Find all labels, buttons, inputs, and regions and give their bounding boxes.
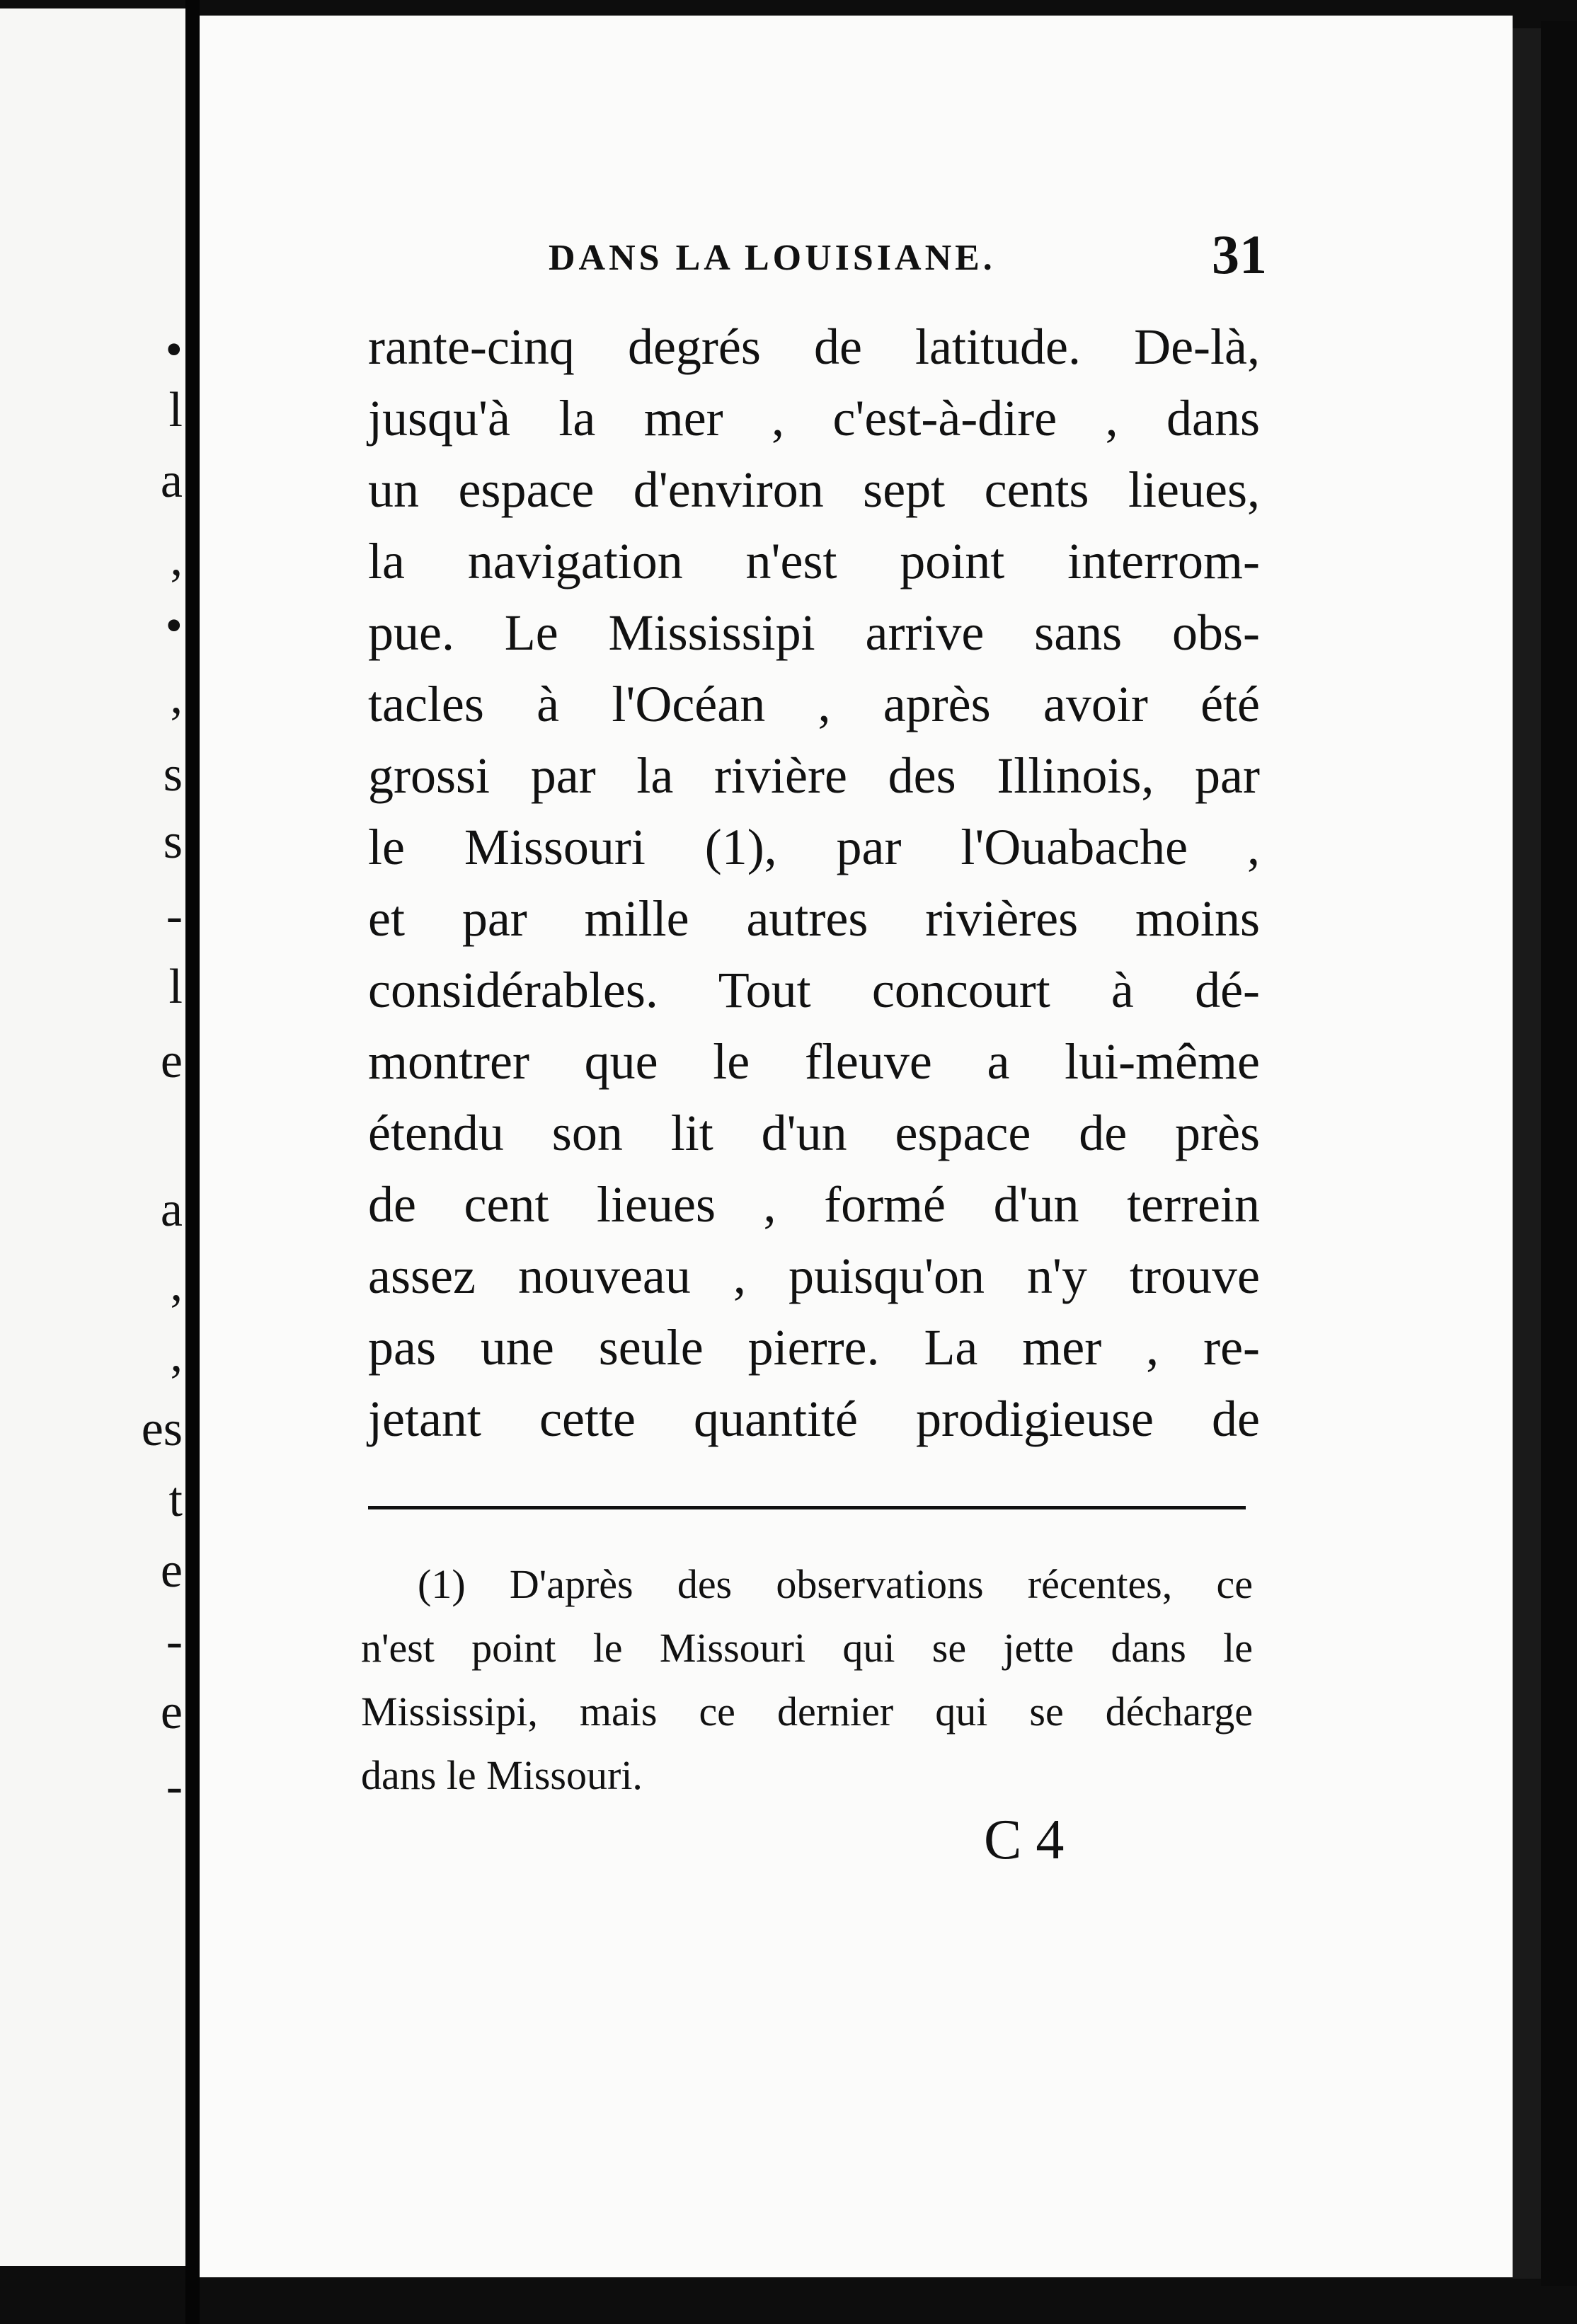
left-page-fragment: t	[168, 1473, 183, 1527]
page-edge-dark	[1541, 21, 1577, 2286]
footnote-line: Mississipi, mais ce dernier qui se décharge	[361, 1689, 1253, 1735]
body-line: étendu son lit d'un espace de près	[368, 1105, 1260, 1161]
body-line: pas une seule pierre. La mer , re-	[368, 1319, 1260, 1376]
body-line: la navigation n'est point interrom-	[368, 533, 1260, 589]
body-line: et par mille autres rivières moins	[368, 890, 1260, 947]
body-line: un espace d'environ sept cents lieues,	[368, 461, 1260, 518]
body-line: rante-cinq degrés de latitude. De-là,	[368, 318, 1260, 375]
footnote-line: n'est point le Missouri qui se jette dans le	[361, 1625, 1253, 1671]
body-line: montrer que le fleuve a lui-même	[368, 1033, 1260, 1090]
left-page-fragment: -	[166, 889, 183, 943]
footnote-line: (1) D'après des observations récentes, ce	[418, 1561, 1253, 1607]
left-page-fragment: e	[160, 1034, 183, 1088]
body-line: pue. Le Mississipi arrive sans obs-	[368, 604, 1260, 661]
body-line: de cent lieues , formé d'un terrein	[368, 1176, 1260, 1233]
running-head: DANS LA LOUISIANE.	[549, 238, 996, 278]
left-page-fragment: a	[160, 1183, 183, 1237]
footnote-line: dans le Missouri.	[361, 1752, 643, 1798]
signature-mark: C 4	[984, 1809, 1065, 1871]
left-page-fragment: -	[166, 1759, 183, 1814]
left-page-fragment: •	[165, 323, 183, 377]
body-line: considérables. Tout concourt à dé-	[368, 962, 1260, 1018]
left-page-fragment: es	[141, 1402, 183, 1456]
left-page-fragment: ,	[170, 669, 183, 724]
left-page-text-fragments	[0, 8, 185, 2266]
footnote	[361, 1553, 1253, 1807]
body-line: jetant cette quantité prodigieuse de	[368, 1391, 1260, 1447]
left-facing-page	[0, 8, 185, 2266]
footnote-rule	[368, 1506, 1246, 1509]
left-page-fragment: l	[168, 383, 183, 437]
body-line: assez nouveau , puisqu'on n'y trouve	[368, 1248, 1260, 1304]
body-text	[368, 311, 1260, 1455]
body-line: jusqu'à la mer , c'est-à-dire , dans	[368, 390, 1260, 447]
left-page-fragment: l	[168, 960, 183, 1014]
body-line: tacles à l'Océan , après avoir été	[368, 676, 1260, 732]
left-page-fragment: a	[160, 454, 183, 508]
page-edge-shadow	[1513, 28, 1541, 2279]
left-page-fragment: ,	[170, 531, 183, 586]
left-page-fragment: ,	[170, 1328, 183, 1382]
left-page-fragment: -	[166, 1614, 183, 1669]
left-page-fragment: e	[160, 1685, 183, 1739]
left-page-fragment: s	[163, 815, 183, 869]
body-line: le Missouri (1), par l'Ouabache ,	[368, 819, 1260, 875]
left-page-fragment: e	[160, 1543, 183, 1598]
left-page-fragment: •	[165, 599, 183, 653]
left-page-fragment: s	[163, 747, 183, 802]
book-gutter	[185, 0, 200, 2324]
page-number: 31	[1212, 224, 1267, 285]
body-line: grossi par la rivière des Illinois, par	[368, 747, 1260, 804]
left-page-fragment: ,	[170, 1257, 183, 1311]
